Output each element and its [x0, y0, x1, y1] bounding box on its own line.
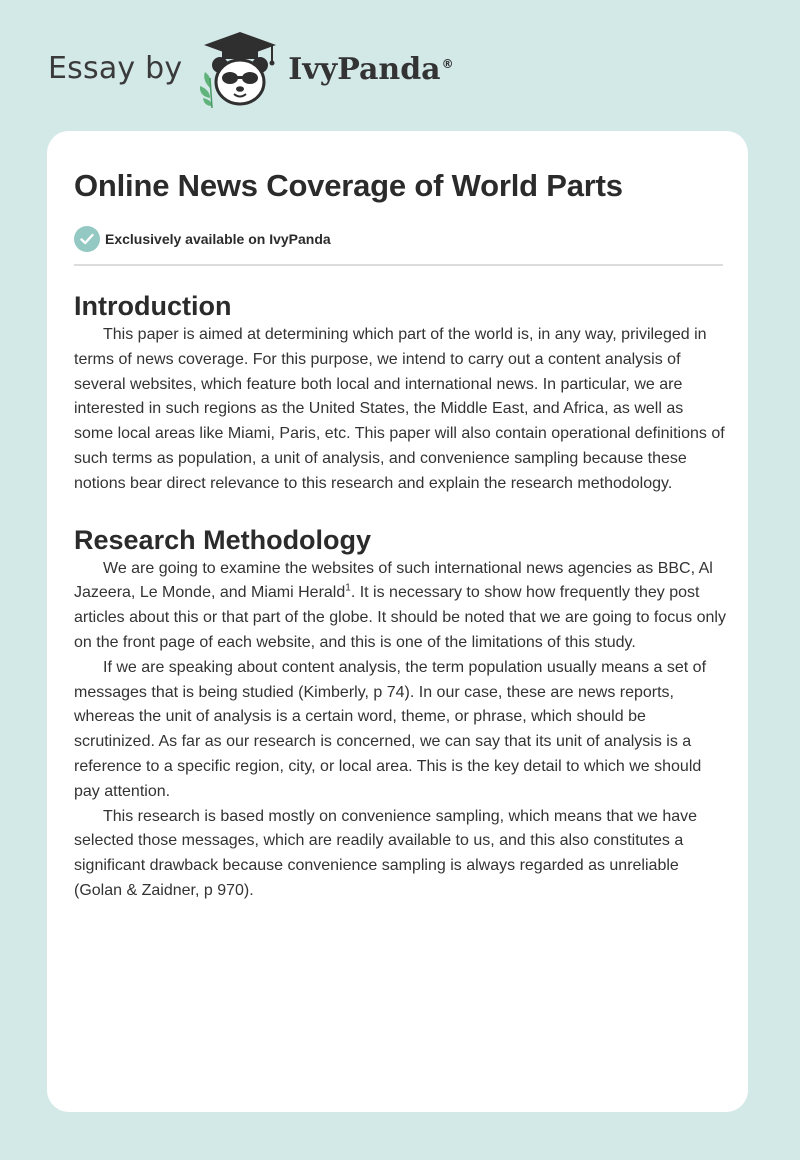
paragraph: This paper is aimed at determining which part of the world is, in any way, privileged in terms of news coverage. For this purpose, we intend to carry out a content analysis of several websites, which feature both local and international news. In particular, we are interested in such regions as the United States, the Middle East, and Africa, as well as some local areas like Miami, Paris, etc. This paper will also contain operational definitions of such terms as population, a unit of analysis, and convenience sampling because these notions bear direct relevance to this research and explain the research methodology. — [74, 326, 725, 492]
paragraph: This research is based mostly on convenience sampling, which means that we have selected those messages, which are readily available to us, and this also constitutes a significant drawback because convenience sampling is always regarded as unreliable (Golan & Zaidner, p 970). — [74, 807, 698, 899]
divider — [74, 264, 723, 266]
paragraph-text: We are going to examine the websites of such international news agencies as BBC, Al Jazeera, Le Monde, and Miami Herald — [74, 559, 713, 602]
section-heading-research-methodology: Research Methodology — [74, 524, 372, 555]
badge-label: Exclusively available on IvyPanda — [105, 231, 331, 247]
brand-logo[interactable] — [48, 28, 454, 112]
essay-title: Online News Coverage of World Parts — [74, 168, 623, 203]
brand-name: IvyPanda® — [288, 51, 454, 87]
footnote-ref[interactable]: 1 — [345, 583, 351, 595]
brand-prefix: Essay by — [48, 50, 183, 86]
paragraph — [74, 557, 726, 656]
exclusive-badge — [74, 226, 721, 252]
paragraph-text: . It is necessary to show how frequently they post articles about this or that part of the globe. It should be noted that we are going to focus only on the front page of each website, and this is one of the limitations of this study. — [74, 584, 726, 651]
check-circle-icon — [74, 226, 100, 252]
section-heading-introduction: Introduction — [74, 291, 232, 321]
panda-graduate-icon — [196, 28, 284, 112]
paragraph: If we are speaking about content analysis, the term population usually means a set of messages that is being studied (Kimberly, p 74). In our case, these are news reports, whereas the unit of analysis is a certain word, theme, or phrase, which should be scrutinized. As far as our research is concerned, we can say that its unit of analysis is a reference to a specific region, city, or local area. This is the key detail to which we should pay attention. — [74, 658, 707, 800]
essay-card — [47, 131, 748, 1112]
